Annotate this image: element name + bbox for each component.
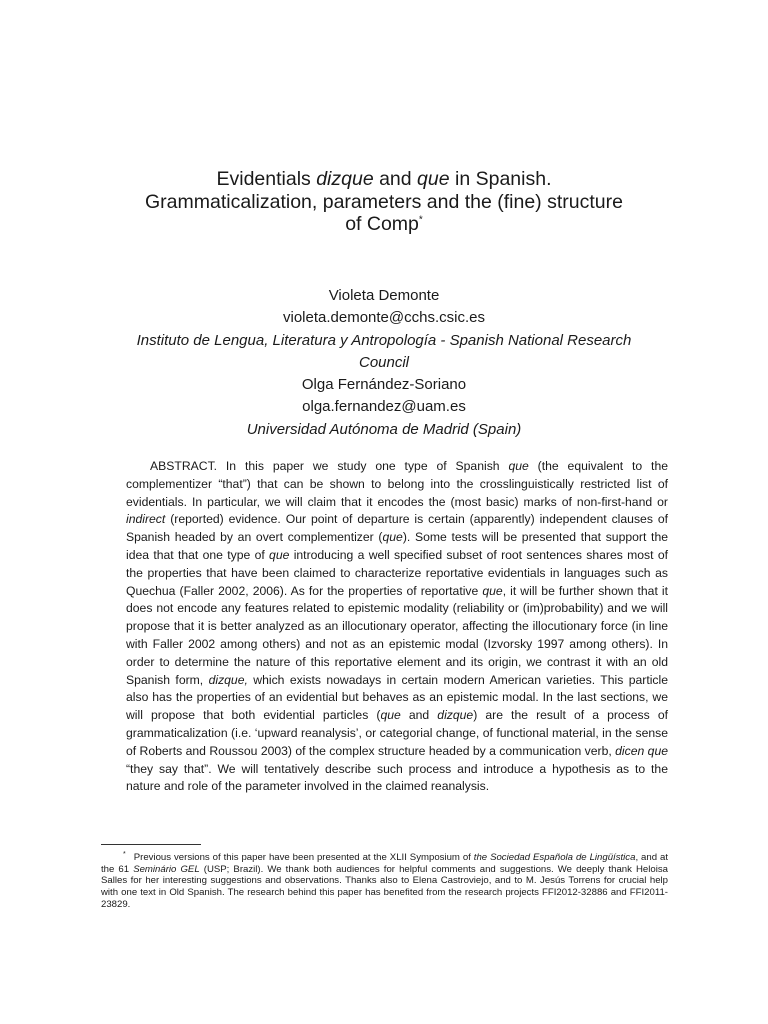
text-run: and	[400, 708, 438, 723]
title-line-2: Grammaticalization, parameters and the (fine) structure	[145, 190, 623, 213]
italic-term: dizque,	[208, 672, 248, 687]
author-name: Olga Fernández-Soriano	[301, 376, 467, 394]
italic-term: dicen que	[615, 743, 668, 758]
author-affiliation: Instituto de Lengua, Literatura y Antropología - Spanish National Research Council	[136, 331, 632, 371]
abstract-paragraph	[126, 458, 668, 796]
text-run: ABSTRACT. In this paper we study one type of Spanish	[150, 459, 509, 473]
title-line-3	[90, 213, 678, 236]
footnote-marker: *	[123, 850, 126, 858]
text-run: ). Some tests will be presented that support the idea that that one type of	[126, 530, 669, 562]
text-run: (the equivalent to the complementizer “that”) that can be shown to belong into the crosslinguistically restricted list of evidentials. In particular, we will claim that it encodes the (most basic) marks of non-first-hand or	[126, 459, 668, 509]
text-run: which exists nowadays in certain modern American varieties. This particle also has the properties of an evidential but behaves as an epistemic modal. In the last sections, we will propose that both evidential particles (	[126, 672, 668, 723]
text-run: (USP; Brazil). We thank both audiences for helpful comments and suggestions. We deeply thank Heloisa Salles for her interesting suggestions and observations. Thanks also to Elena Castroviejo, and to M. Jesús Torrens for crucial help with one text in Old Spanish. The research behind this paper has benefited from the research projects FFI2012-32886 and FFI2011-23829.	[101, 863, 669, 910]
italic-term: que	[382, 530, 403, 545]
author-email[interactable]: olga.fernandez@uam.es	[302, 398, 466, 416]
title-line-1	[90, 168, 678, 191]
italic-term: que	[380, 708, 401, 723]
italic-term: que	[269, 547, 290, 562]
title-text: and	[373, 168, 418, 190]
text-run: , and at the 61	[101, 852, 668, 875]
italic-term: indirect	[126, 512, 166, 527]
footnote-separator	[101, 844, 201, 845]
text-run: “they say that”. We will tentatively describe such process and introduce a hypothesis as to the nature and role of the parameter involved in the claimed reanalysis.	[126, 761, 668, 794]
author-name: Violeta Demonte	[328, 287, 440, 304]
italic-term: Seminário GEL	[133, 863, 200, 875]
paper-title	[90, 168, 678, 236]
italic-term: que	[508, 459, 529, 473]
author-affiliation: Universidad Autónoma de Madrid (Spain)	[246, 420, 522, 438]
text-run: introducing a well specified subset of root sentences shares most of the properties that have been claimed to characterize reportative evidentials in languages such as Quechua (Faller 2002, 2006). As for the properties of reportative	[126, 547, 668, 598]
italic-term: que	[482, 583, 503, 598]
title-italic-que: que	[417, 168, 450, 190]
author-email[interactable]: violeta.demonte@cchs.csic.es	[283, 309, 485, 327]
title-text: in Spanish.	[449, 168, 552, 190]
italic-term: dizque	[437, 708, 474, 723]
author-block	[120, 285, 648, 441]
text-run: (reported) evidence. Our point of departure is certain (apparently) independent clauses of Spanish headed by an overt complementizer (	[126, 512, 668, 545]
footnote-paragraph	[101, 852, 668, 911]
text-run: ) are the result of a process of grammaticalization (i.e. ‘upward reanalysis’, or categorial change, of functional material, in the sense of Roberts and Roussou 2003) of the complex structure headed by a communication verb,	[126, 708, 668, 758]
text-run: , it will be further shown that it does not encode any features related to epistemic modality (reliability or (im)probability) and we will propose that it is better analyzed as an illocutionary operator, affecting the illocutionary force (in line with Faller 2002 among others) and not as an epistemic modal (Izvorsky 1997 among others). In order to determine the nature of this reportative element and its origin, we contrast it with an old Spanish form,	[126, 583, 668, 687]
title-text: of Comp	[345, 213, 419, 235]
title-italic-dizque: dizque	[316, 168, 374, 190]
abstract	[126, 458, 668, 796]
title-text: Evidentials	[216, 168, 317, 190]
italic-term: the Sociedad Española de Lingüística	[473, 852, 636, 863]
title-footnote-marker[interactable]: *	[418, 214, 423, 226]
footnote	[101, 852, 668, 911]
text-run: Previous versions of this paper have been presented at the XLII Symposium of	[133, 852, 474, 863]
